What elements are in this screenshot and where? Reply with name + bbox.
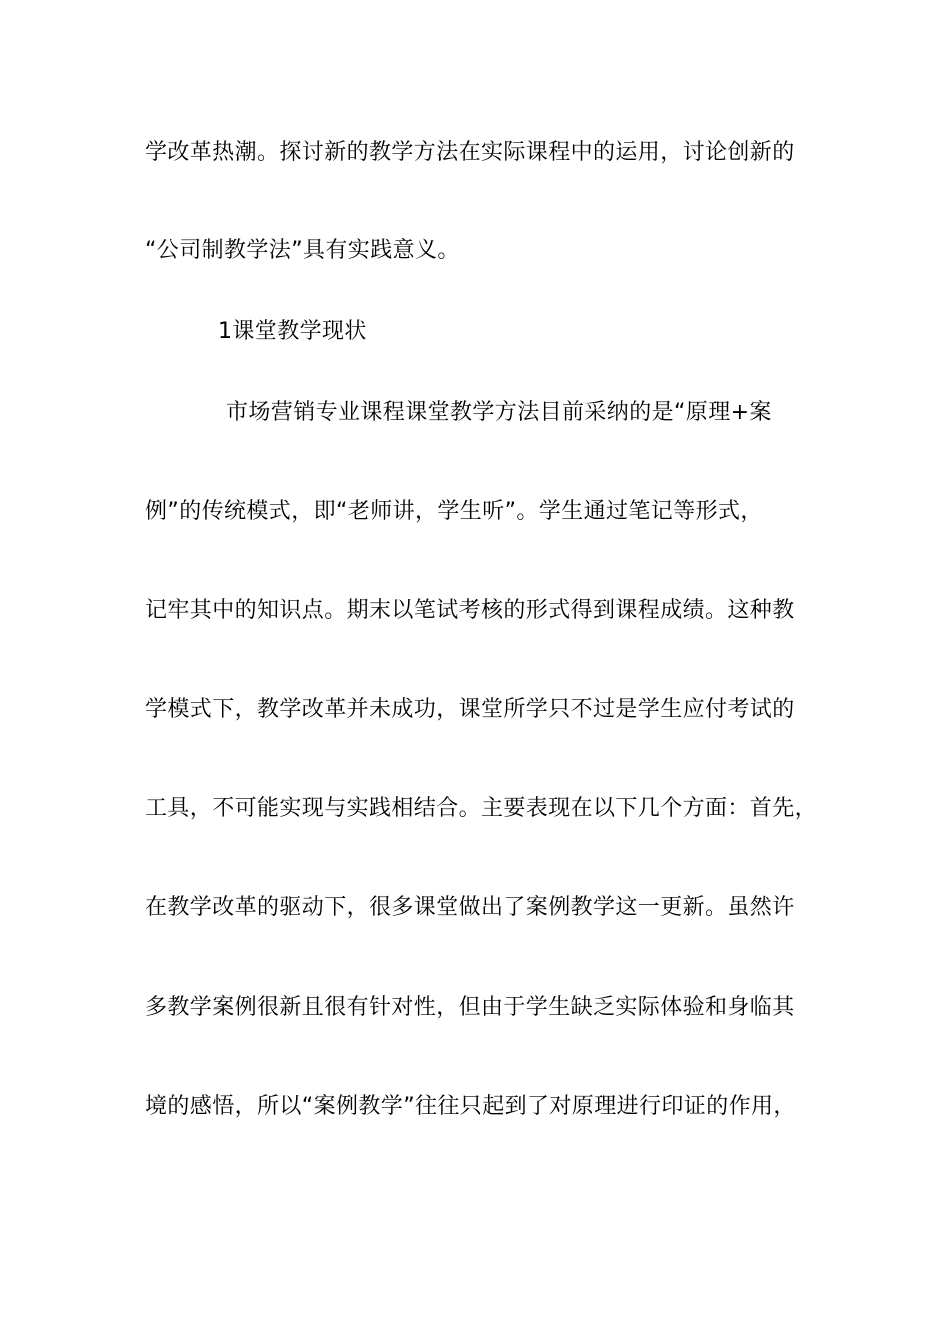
paragraph-line: 学模式下，教学改革并未成功，课堂所学只不过是学生应付考试的 [145, 697, 795, 722]
paragraph-line: 境的感悟，所以“案例教学”往往只起到了对原理进行印证的作用， [145, 1094, 796, 1119]
paragraph-line: 例”的传统模式，即“老师讲，学生听”。学生通过笔记等形式， [145, 499, 763, 524]
paragraph-line: 学改革热潮。探讨新的教学方法在实际课程中的运用，讨论创新的 [145, 140, 795, 165]
paragraph-line: 工具，不可能实现与实践相结合。主要表现在以下几个方面：首先， [145, 796, 818, 821]
paragraph-line: “公司制教学法”具有实践意义。 [145, 238, 460, 263]
paragraph-line: 市场营销专业课程课堂教学方法目前采纳的是“原理+案 [226, 400, 772, 425]
section-heading: 1课堂教学现状 [218, 319, 367, 344]
paragraph-line: 记牢其中的知识点。期末以笔试考核的形式得到课程成绩。这种教 [145, 598, 795, 623]
paragraph-line: 多教学案例很新且很有针对性，但由于学生缺乏实际体验和身临其 [145, 995, 795, 1020]
paragraph-line: 在教学改革的驱动下，很多课堂做出了案例教学这一更新。虽然许 [145, 895, 795, 920]
